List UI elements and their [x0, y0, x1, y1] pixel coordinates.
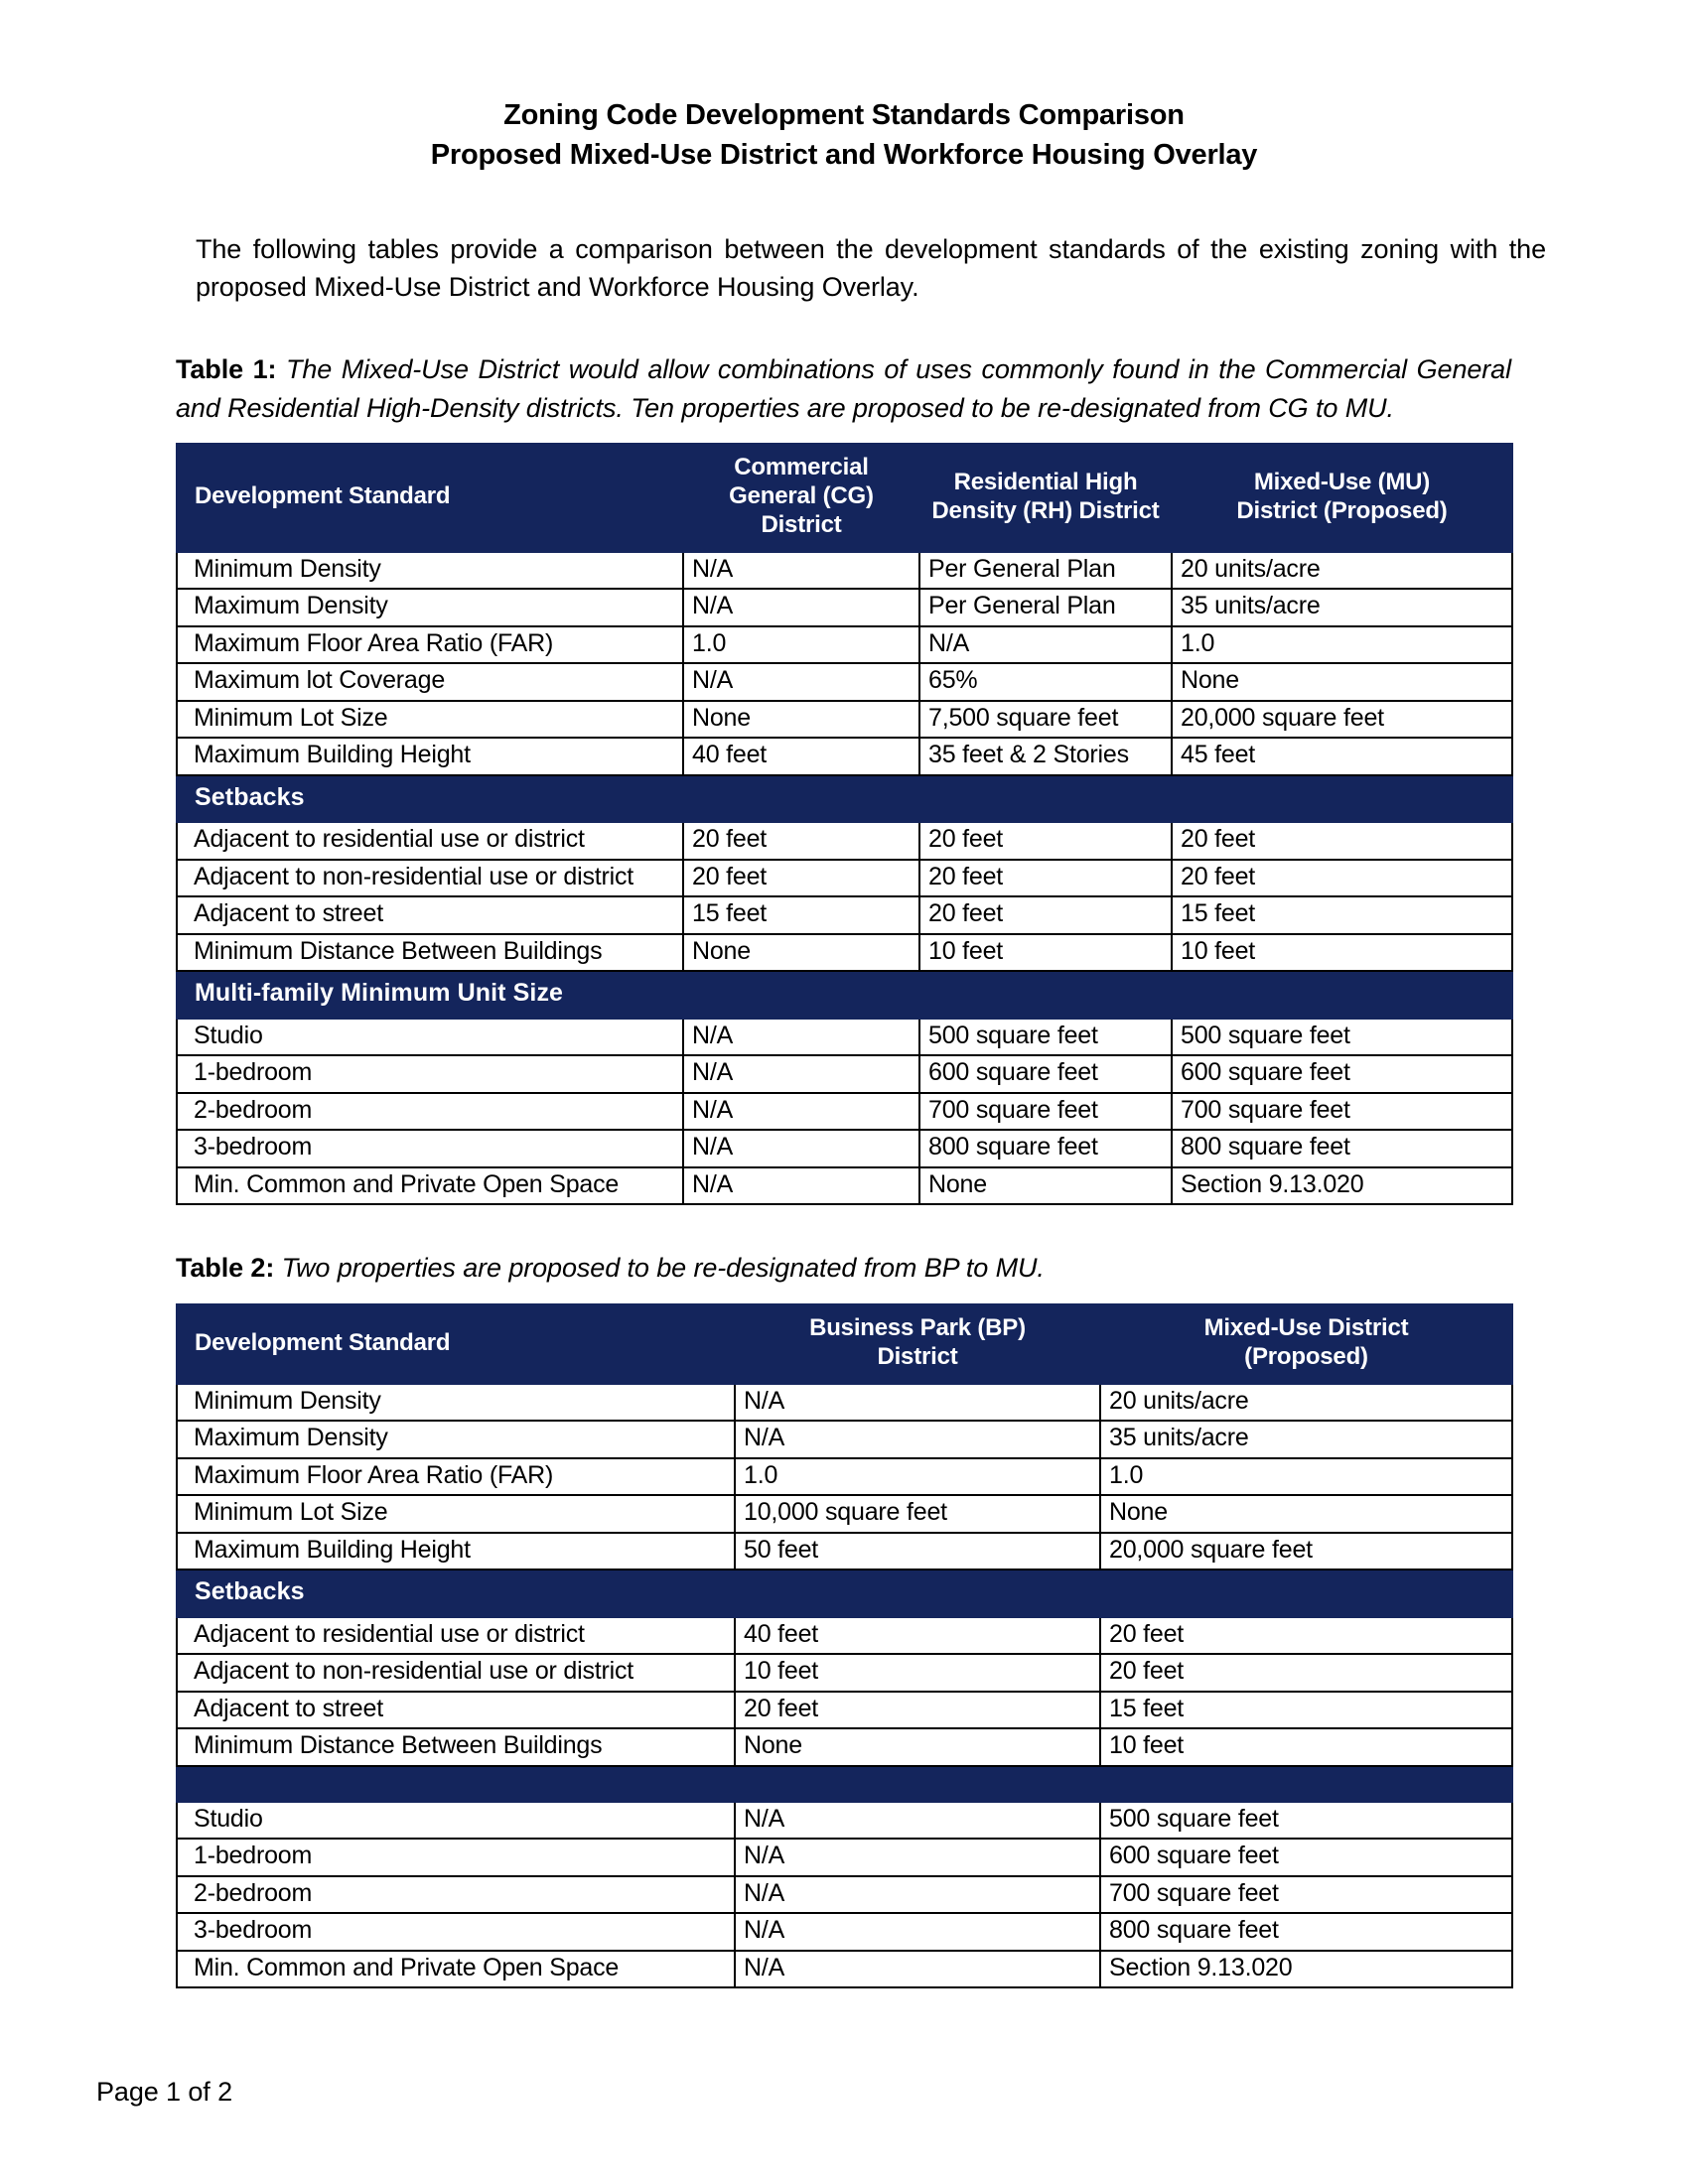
table2-body: [177, 1384, 1512, 1988]
table-row-value: 500 square feet: [919, 1019, 1172, 1056]
table-row-standard: Adjacent to non-residential use or district: [177, 1654, 735, 1692]
table1-caption-text: The Mixed-Use District would allow combinations of uses commonly found in the Commercial General and Residential High-Density districts. Ten properties are proposed to be re-designated from CG to MU.: [176, 353, 1511, 423]
table-section-header-label: Multi-family Minimum Unit Size: [177, 971, 1512, 1019]
table1-header-row: [177, 444, 1512, 551]
table-row-value: None: [1100, 1495, 1512, 1533]
table-row-value: 20 feet: [919, 822, 1172, 860]
table-section-header-row: [177, 1570, 1512, 1617]
table-row-standard: Min. Common and Private Open Space: [177, 1951, 735, 1988]
table-row-value: 20 feet: [1172, 860, 1512, 897]
table-row-value: 20,000 square feet: [1100, 1533, 1512, 1570]
table-row: [177, 1876, 1512, 1914]
table-row-value: 20 feet: [683, 860, 919, 897]
table-row-value: 20 feet: [919, 860, 1172, 897]
table-row: [177, 1421, 1512, 1458]
table-row-value: 40 feet: [683, 738, 919, 775]
table-row: [177, 1692, 1512, 1729]
table-section-header-label: Setbacks: [177, 775, 1512, 823]
table-row-standard: Maximum Building Height: [177, 738, 683, 775]
table-row-value: 45 feet: [1172, 738, 1512, 775]
table-row-value: 600 square feet: [1172, 1055, 1512, 1093]
table1-header-commercial-general: [683, 444, 919, 551]
header-line: Mixed-Use (MU): [1253, 468, 1431, 495]
table-row-value: 20 feet: [1172, 822, 1512, 860]
table-row: [177, 626, 1512, 664]
table-row: [177, 1130, 1512, 1167]
table-row: [177, 1167, 1512, 1205]
table-row-value: 700 square feet: [1172, 1093, 1512, 1131]
table-row-standard: Maximum Floor Area Ratio (FAR): [177, 626, 683, 664]
table-row-value: 10 feet: [1100, 1728, 1512, 1766]
table2-header-mixed-use: [1100, 1304, 1512, 1384]
table-row: [177, 552, 1512, 590]
table-row-value: 800 square feet: [1100, 1913, 1512, 1951]
page-title: [0, 0, 1688, 175]
table-row: [177, 1495, 1512, 1533]
table-row-value: N/A: [735, 1839, 1100, 1876]
page-title-line-2: Proposed Mixed-Use District and Workforce Housing Overlay: [430, 139, 1258, 172]
table-section-header-label: [177, 1766, 1512, 1802]
table-row-standard: Adjacent to street: [177, 896, 683, 934]
table-row-value: 1.0: [1172, 626, 1512, 664]
header-line: District: [877, 1343, 958, 1370]
table1-caption: [176, 307, 1511, 428]
intro-paragraph: The following tables provide a comparison between the development standards of the existing zoning with the proposed Mixed-Use District and Workforce Housing Overlay.: [196, 234, 1546, 303]
table-row-value: 20 feet: [683, 822, 919, 860]
table-row: [177, 896, 1512, 934]
table-row-value: 20 feet: [919, 896, 1172, 934]
table1-body: [177, 552, 1512, 1205]
table-row-value: N/A: [683, 1055, 919, 1093]
table-row-value: 20 units/acre: [1100, 1384, 1512, 1422]
table-row-standard: Min. Common and Private Open Space: [177, 1167, 683, 1205]
table-row-standard: Adjacent to non-residential use or district: [177, 860, 683, 897]
table-row-value: None: [683, 701, 919, 739]
table-row: [177, 1384, 1512, 1422]
table-row: [177, 860, 1512, 897]
table-row: [177, 934, 1512, 972]
table-row-value: 65%: [919, 663, 1172, 701]
table-row-value: 35 feet & 2 Stories: [919, 738, 1172, 775]
table-row-standard: Studio: [177, 1019, 683, 1056]
table-row-standard: Maximum lot Coverage: [177, 663, 683, 701]
table-row-standard: Maximum Density: [177, 589, 683, 626]
table-row-value: 1.0: [735, 1458, 1100, 1496]
table-row-standard: Minimum Density: [177, 552, 683, 590]
table-row-standard: Maximum Building Height: [177, 1533, 735, 1570]
table-row: [177, 1728, 1512, 1766]
table-row-value: 10,000 square feet: [735, 1495, 1100, 1533]
table-row-value: 20 feet: [1100, 1654, 1512, 1692]
table-row-value: N/A: [683, 589, 919, 626]
table-row-value: N/A: [735, 1384, 1100, 1422]
page-footer: Page 1 of 2: [96, 2077, 233, 2107]
table-row-value: 15 feet: [1172, 896, 1512, 934]
table-row-value: Per General Plan: [919, 589, 1172, 626]
table-spacer: [0, 1205, 1688, 1249]
header-line: General (CG): [729, 482, 874, 510]
table-row-value: None: [919, 1167, 1172, 1205]
table-row-value: 20,000 square feet: [1172, 701, 1512, 739]
table-row-standard: Minimum Distance Between Buildings: [177, 1728, 735, 1766]
table-row: [177, 589, 1512, 626]
table-row-value: 50 feet: [735, 1533, 1100, 1570]
header-line: Commercial: [734, 454, 869, 481]
header-line: (Proposed): [1244, 1343, 1368, 1370]
table-row-value: 7,500 square feet: [919, 701, 1172, 739]
table2-head: [177, 1304, 1512, 1384]
table-row-standard: Adjacent to residential use or district: [177, 1617, 735, 1655]
table1-header-development-standard: Development Standard: [177, 444, 683, 551]
table-row-value: N/A: [919, 626, 1172, 664]
table-section-header-row: [177, 1766, 1512, 1802]
table-row: [177, 822, 1512, 860]
table-row-value: 10 feet: [735, 1654, 1100, 1692]
table-row-value: 700 square feet: [1100, 1876, 1512, 1914]
table-row: [177, 1019, 1512, 1056]
table-row-value: N/A: [735, 1951, 1100, 1988]
table-row: [177, 1617, 1512, 1655]
table1-head: [177, 444, 1512, 551]
table-row: [177, 1533, 1512, 1570]
table1-header-mixed-use: [1172, 444, 1512, 551]
table1-caption-label: Table 1:: [176, 353, 277, 384]
table-row: [177, 1951, 1512, 1988]
table-row-standard: 3-bedroom: [177, 1130, 683, 1167]
table-row-value: 500 square feet: [1172, 1019, 1512, 1056]
table-row-value: N/A: [735, 1802, 1100, 1840]
table-row-value: 20 units/acre: [1172, 552, 1512, 590]
table2: [176, 1303, 1513, 1988]
table-row: [177, 1654, 1512, 1692]
table-row-value: 35 units/acre: [1172, 589, 1512, 626]
table-row-standard: Adjacent to residential use or district: [177, 822, 683, 860]
table-row-standard: Minimum Lot Size: [177, 701, 683, 739]
table-row-value: 800 square feet: [1172, 1130, 1512, 1167]
table-row-value: N/A: [683, 552, 919, 590]
table-row: [177, 1458, 1512, 1496]
table1-container: [0, 427, 1688, 1205]
table-row-value: N/A: [683, 1167, 919, 1205]
table-row-value: 15 feet: [1100, 1692, 1512, 1729]
header-line: District: [761, 511, 842, 539]
table-row-value: None: [683, 934, 919, 972]
table-row-value: N/A: [735, 1913, 1100, 1951]
table-row-value: N/A: [683, 1019, 919, 1056]
table-row-value: Section 9.13.020: [1100, 1951, 1512, 1988]
table-row-value: 20 feet: [1100, 1617, 1512, 1655]
table-row-value: None: [735, 1728, 1100, 1766]
table-row-value: N/A: [683, 1130, 919, 1167]
table-row-value: N/A: [735, 1421, 1100, 1458]
table-row: [177, 1093, 1512, 1131]
table1-header-residential-high-density: [919, 444, 1172, 551]
table2-header-business-park: [735, 1304, 1100, 1384]
page-title-line-1: Zoning Code Development Standards Comparison: [503, 99, 1185, 131]
table-row: [177, 1802, 1512, 1840]
table-row-value: 20 feet: [735, 1692, 1100, 1729]
table-row-value: 800 square feet: [919, 1130, 1172, 1167]
table1: [176, 443, 1513, 1205]
table-section-header-label: Setbacks: [177, 1570, 1512, 1617]
table-row-standard: Minimum Density: [177, 1384, 735, 1422]
table-row-standard: Studio: [177, 1802, 735, 1840]
table-row: [177, 1839, 1512, 1876]
table-row-value: N/A: [735, 1876, 1100, 1914]
table-row-value: 10 feet: [1172, 934, 1512, 972]
header-line: Density (RH) District: [931, 496, 1160, 524]
table-row-value: N/A: [683, 1093, 919, 1131]
table-row-value: 15 feet: [683, 896, 919, 934]
table-row-standard: 3-bedroom: [177, 1913, 735, 1951]
table-row-standard: Maximum Density: [177, 1421, 735, 1458]
table-row-value: 35 units/acre: [1100, 1421, 1512, 1458]
table-row-value: 600 square feet: [1100, 1839, 1512, 1876]
table-row: [177, 1055, 1512, 1093]
table2-caption: [176, 1249, 1511, 1288]
table-row-standard: 1-bedroom: [177, 1839, 735, 1876]
table-row-standard: Maximum Floor Area Ratio (FAR): [177, 1458, 735, 1496]
table-section-header-row: [177, 775, 1512, 823]
header-line: District (Proposed): [1236, 496, 1448, 524]
table-row-value: Per General Plan: [919, 552, 1172, 590]
table-row-value: 40 feet: [735, 1617, 1100, 1655]
table2-caption-text: Two properties are proposed to be re-designated from BP to MU.: [281, 1253, 1045, 1284]
table-row-standard: 2-bedroom: [177, 1093, 683, 1131]
header-line: Residential High: [953, 468, 1138, 495]
table2-caption-label: Table 2:: [176, 1253, 275, 1284]
table2-header-development-standard: Development Standard: [177, 1304, 735, 1384]
table-row-value: 1.0: [1100, 1458, 1512, 1496]
table-row: [177, 1913, 1512, 1951]
table-row-value: 500 square feet: [1100, 1802, 1512, 1840]
table-row-value: N/A: [683, 663, 919, 701]
table-row-standard: Minimum Lot Size: [177, 1495, 735, 1533]
header-line: Mixed-Use District: [1203, 1314, 1409, 1342]
table-row-standard: Adjacent to street: [177, 1692, 735, 1729]
header-line: Business Park (BP): [809, 1314, 1026, 1342]
table-row-value: 10 feet: [919, 934, 1172, 972]
table-section-header-row: [177, 971, 1512, 1019]
table-row-value: 600 square feet: [919, 1055, 1172, 1093]
table-row-value: Section 9.13.020: [1172, 1167, 1512, 1205]
table-row: [177, 738, 1512, 775]
table-row-standard: Minimum Distance Between Buildings: [177, 934, 683, 972]
table-row: [177, 701, 1512, 739]
table-row-standard: 1-bedroom: [177, 1055, 683, 1093]
table-row-value: 700 square feet: [919, 1093, 1172, 1131]
table-row-standard: 2-bedroom: [177, 1876, 735, 1914]
table2-header-row: [177, 1304, 1512, 1384]
table2-container: [0, 1288, 1688, 1988]
table-row: [177, 663, 1512, 701]
table-row-value: None: [1172, 663, 1512, 701]
table-row-value: 1.0: [683, 626, 919, 664]
